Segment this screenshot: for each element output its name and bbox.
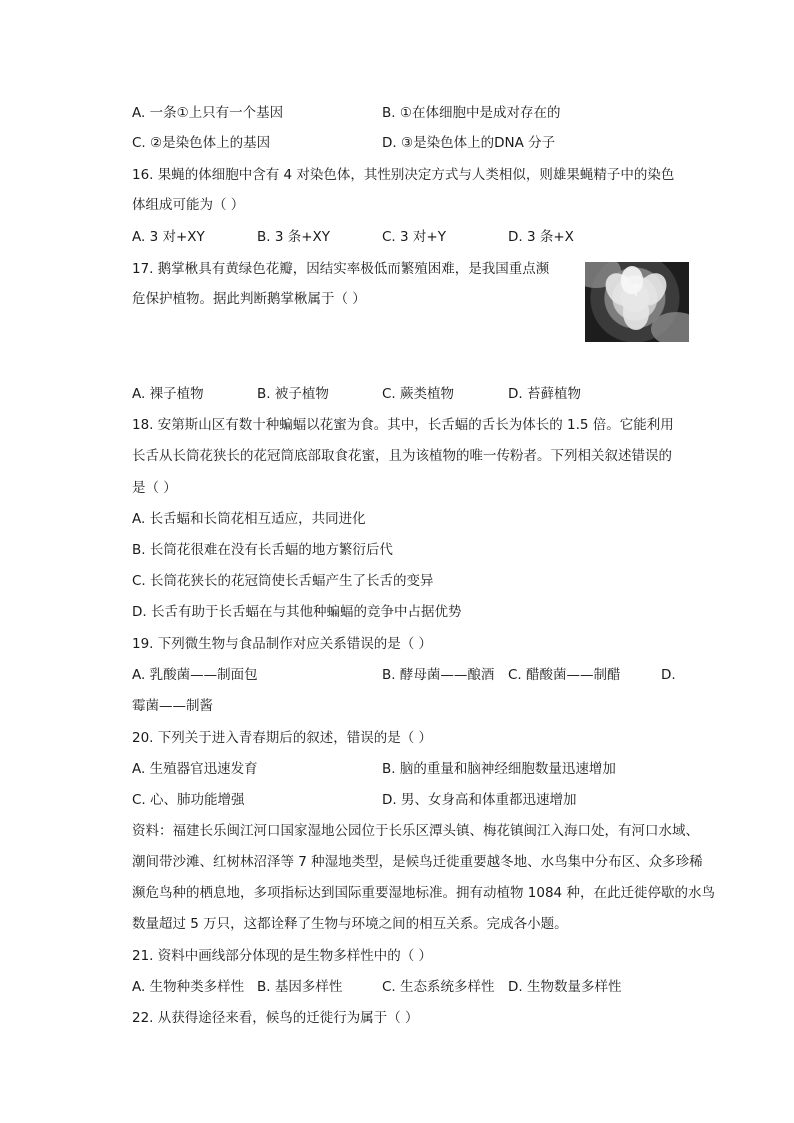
q18-option-d: D. 长舌有助于长舌蝠在与其他种蝙蝠的竞争中占据优势 <box>132 604 462 620</box>
material-line4: 数量超过 5 万只，这都诠释了生物与环境之间的相互关系。完成各小题。 <box>132 916 568 932</box>
q19-option-a: A. 乳酸菌——制面包 <box>132 667 258 683</box>
q15-option-b: B. ①在体细胞中是成对存在的 <box>382 105 561 121</box>
q21-option-c: C. 生态系统多样性 <box>382 979 495 995</box>
q21-option-d: D. 生物数量多样性 <box>508 979 622 995</box>
q17-option-d: D. 苔藓植物 <box>508 386 581 402</box>
q15-option-a: A. 一条①上只有一个基因 <box>132 105 284 121</box>
q17-stem-line2: 危保护植物。据此判断鹅掌楸属于（ ） <box>132 291 366 307</box>
q19-option-b: B. 酵母菌——酿酒 <box>382 667 495 683</box>
q17-option-a: A. 裸子植物 <box>132 386 204 402</box>
q20-option-a: A. 生殖器官迅速发育 <box>132 761 258 777</box>
q16-option-d: D. 3 条+X <box>508 229 574 245</box>
q17-stem-line1: 17. 鹅掌楸具有黄绿色花瓣，因结实率极低而繁殖困难，是我国重点濒 <box>132 261 550 277</box>
q21-option-a: A. 生物种类多样性 <box>132 979 245 995</box>
q21-stem: 21. 资料中画线部分体现的是生物多样性中的（ ） <box>132 948 433 964</box>
q21-option-b: B. 基因多样性 <box>257 979 343 995</box>
q16-option-c: C. 3 对+Y <box>382 229 446 245</box>
q20-option-c: C. 心、肺功能增强 <box>132 792 245 808</box>
q19-stem: 19. 下列微生物与食品制作对应关系错误的是（ ） <box>132 636 433 652</box>
tulip-tree-flower-photo <box>585 262 689 342</box>
q16-option-b: B. 3 条+XY <box>257 229 331 245</box>
q19-option-c: C. 醋酸菌——制醋 <box>508 667 621 683</box>
q18-option-b: B. 长筒花很难在没有长舌蝠的地方繁衍后代 <box>132 542 393 558</box>
q15-option-d: D. ③是染色体上的DNA 分子 <box>382 135 556 151</box>
q20-option-b: B. 脑的重量和脑神经细胞数量迅速增加 <box>382 761 616 777</box>
q20-stem: 20. 下列关于进入青春期后的叙述，错误的是（ ） <box>132 730 433 746</box>
q16-stem-line1: 16. 果蝇的体细胞中含有 4 对染色体，其性别决定方式与人类相似，则雄果蝇精子中的染色 <box>132 167 675 183</box>
q20-option-d: D. 男、女身高和体重都迅速增加 <box>382 792 577 808</box>
material-line1: 资料：福建长乐闽江河口国家湿地公园位于长乐区潭头镇、梅花镇闽江入海口处，有河口水域、 <box>132 823 699 839</box>
q18-stem-line2: 长舌从长筒花狭长的花冠筒底部取食花蜜，且为该植物的唯一传粉者。下列相关叙述错误的 <box>132 448 672 464</box>
q18-stem-line3: 是（ ） <box>132 480 177 496</box>
q18-option-c: C. 长筒花狭长的花冠筒使长舌蝠产生了长舌的变异 <box>132 573 434 589</box>
material-line2: 潮间带沙滩、红树林沼泽等 7 种湿地类型，是候鸟迁徙重要越冬地、水鸟集中分布区、众多珍稀 <box>132 854 703 870</box>
q19-option-d-text: 霉菌——制酱 <box>132 698 213 714</box>
material-line3: 濒危鸟种的栖息地，多项指标达到国际重要湿地标准。拥有动植物 1084 种，在此迁徙停歇的水鸟 <box>132 885 715 901</box>
q19-option-d-label: D. <box>661 667 676 683</box>
q17-option-c: C. 蕨类植物 <box>382 386 455 402</box>
q16-stem-line2: 体组成可能为（ ） <box>132 197 245 213</box>
q17-option-b: B. 被子植物 <box>257 386 329 402</box>
q18-option-a: A. 长舌蝠和长筒花相互适应，共同进化 <box>132 511 366 527</box>
q22-stem: 22. 从获得途径来看，候鸟的迁徙行为属于（ ） <box>132 1010 419 1026</box>
q16-option-a: A. 3 对+XY <box>132 229 205 245</box>
q15-option-c: C. ②是染色体上的基因 <box>132 135 271 151</box>
q18-stem-line1: 18. 安第斯山区有数十种蝙蝠以花蜜为食。其中，长舌蝠的舌长为体长的 1.5 倍。它能利用 <box>132 417 674 433</box>
